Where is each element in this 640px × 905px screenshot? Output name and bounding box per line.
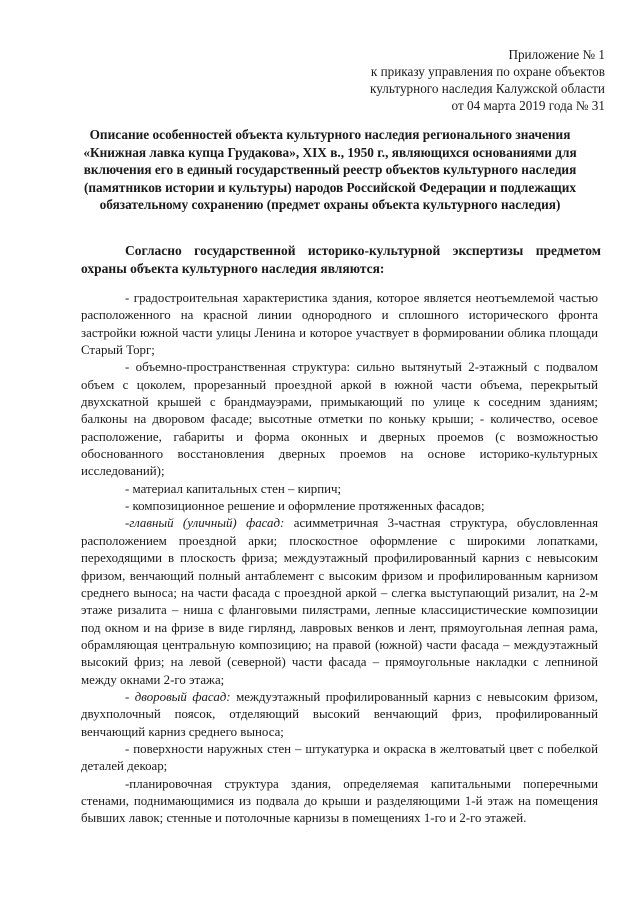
paragraph-volume: - объемно-пространственная структура: сильно вытянутый 2-этажный с подвалом объем с цоколем, прорезанный проездной аркой в южной части объема, перекрытый двухскатной крышей с брандмауэрами, примыкающий по улице к соседним зданиям; балконы на дворовом фасаде; высотные отметки по коньку крыши; - количество, осевое расположение, габариты и форма оконных и дверных проемов (с возможностью обоснованного восстановления дверных проемов на основе историко-культурных исследований);	[81, 360, 598, 479]
document-title: Описание особенностей объекта культурного наследия регионального значения «Книжная лавка купца Грудакова», XIX в., 1950 г., являющихся основаниями для включения его в единый государственный реестр объектов культурного наследия (памятников истории и культуры) народов Российской Федерации и подлежащих обязательному сохранению (предмет охраны объекта культурного наследия)	[83, 127, 577, 212]
paragraph-main-facade	[81, 515, 598, 688]
appendix-line: от 04 марта 2019 года № 31	[451, 98, 605, 113]
paragraph-urban: - градостроительная характеристика здания, которое является неотъемлемой частью расположенного на красной линии однородного и сплошного исторического фронта застройки южной части улицы Ленина и которое участвует в формировании облика площади Старый Торг;	[81, 291, 598, 358]
yard-facade-label: - дворовый фасад:	[125, 689, 231, 704]
paragraph-yard-facade	[81, 689, 598, 741]
appendix-line: Приложение № 1	[508, 47, 605, 62]
main-facade-label: -главный (уличный) фасад:	[125, 516, 285, 531]
appendix-line: культурного наследия Калужской области	[370, 81, 605, 96]
paragraph-planning: -планировочная структура здания, определяемая капитальными поперечными стенами, поднимающимися из подвала до крыши и разделяющими 1-й этаж на помещения бывших лавок; стенные и потолочные карнизы в помещениях 1-го и 2-го этажей.	[81, 776, 598, 826]
yard-facade-text: междуэтажный профилированный карниз с невысоким фризом, двухполочный поясок, отделяющий высокий венчающий фриз, профилированный венчающий карниз среднего выноса;	[81, 689, 598, 739]
paragraph-surfaces: - поверхности наружных стен – штукатурка и окраска в желтоватый цвет с побелкой деталей декоар;	[81, 741, 598, 774]
document-body	[81, 290, 598, 828]
main-facade-text: асимметричная 3-частная структура, обусловленная расположением проездной арки; плоскостное оформление с широкими лопатками, переходящими в плоскость фриза; междуэтажный профилированный карниз с невысоким фризом, венчающий полный антаблемент с высоким фризом и профилированным карнизом среднего выноса; на части фасада с проездной аркой – слегка выступающий ризалит, на 2-м этаже ризалита – ниша с фланговыми пилястрами, лепные классицистические композиции под окном и на фризе в виде гирлянд, лавровых венков и лент, прямоугольная лепная рама, обрамляющая центральную композицию; на правой (южной) части фасада – междуэтажный высокий фриз; на левой (северной) части фасада – прямоугольные накладки с лепниной между окнами 2-го этажа;	[81, 516, 598, 687]
lead-paragraph: Согласно государственной историко-культурной экспертизы предметом охраны объекта культурного наследия являются:	[81, 243, 601, 276]
appendix-header	[370, 46, 605, 114]
paragraph-material: - материал капитальных стен – кирпич;	[125, 481, 342, 496]
paragraph-composition: - композиционное решение и оформление протяженных фасадов;	[125, 499, 485, 514]
appendix-line: к приказу управления по охране объектов	[370, 64, 605, 79]
